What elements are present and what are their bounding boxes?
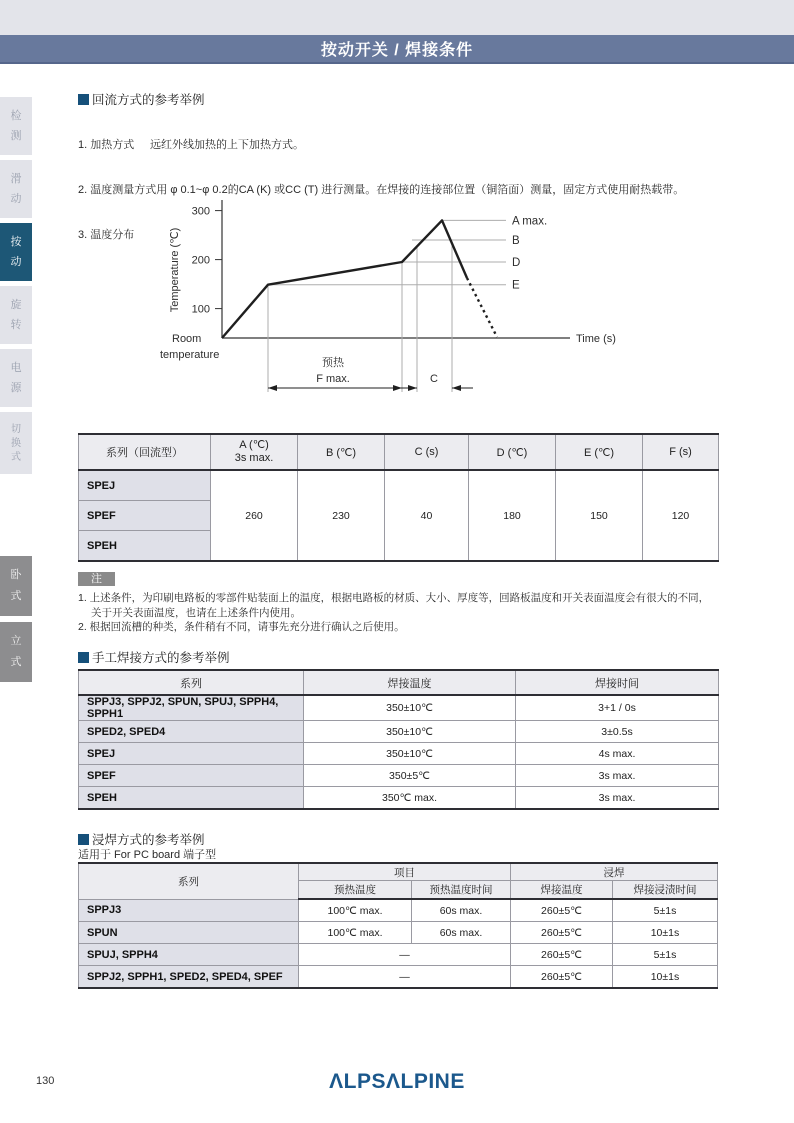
tab-char: 卧 bbox=[10, 569, 22, 581]
tab-char: 切 bbox=[11, 423, 21, 435]
series-cell: SPED2, SPED4 bbox=[79, 721, 304, 743]
series-cell: SPUN bbox=[79, 922, 299, 944]
solder-temp-cell: 260±5℃ bbox=[511, 966, 613, 989]
group-header-item: 项目 bbox=[299, 863, 511, 881]
series-cell: SPPJ2, SPPH1, SPED2, SPED4, SPEF bbox=[79, 966, 299, 989]
tab-char: 按 bbox=[10, 235, 22, 248]
col-header-e: E (℃) bbox=[556, 434, 643, 470]
dip-section-subtitle: 适用于 For PC board 端子型 bbox=[78, 849, 217, 861]
sidebar-tab-slide[interactable] bbox=[0, 160, 32, 218]
label-a-max: A max. bbox=[512, 215, 548, 228]
page-title-bar bbox=[0, 35, 794, 64]
y-tick-100: 100 bbox=[191, 303, 210, 316]
page-title: 按动开关 / 焊接条件 bbox=[320, 42, 474, 59]
c-label: C bbox=[430, 373, 438, 385]
series-cell: SPEF bbox=[79, 765, 304, 787]
series-cell: SPEJ bbox=[79, 470, 211, 501]
preheat-label: 预热 bbox=[322, 357, 344, 369]
col-header-d: D (℃) bbox=[469, 434, 556, 470]
tab-char: 检 bbox=[10, 109, 22, 122]
reflow-temperature-chart bbox=[150, 192, 680, 404]
value-d: 180 bbox=[469, 470, 556, 561]
col-header-series: 系列 bbox=[79, 863, 299, 899]
tab-char: 式 bbox=[11, 451, 21, 463]
reflow-section-heading bbox=[78, 90, 205, 108]
x-axis-label: Time (s) bbox=[576, 333, 616, 345]
value-b: 230 bbox=[298, 470, 385, 561]
tab-char: 动 bbox=[10, 255, 22, 268]
manual-soldering-table bbox=[78, 669, 719, 810]
note-label-text: 温度测量方式用 bbox=[90, 184, 168, 196]
f-max-label: F max. bbox=[316, 373, 350, 385]
time-cell: 3+1 / 0s bbox=[516, 695, 719, 721]
note-text-line: 2. 根据回流槽的种类，条件稍有不同，请事先充分进行确认之后使用。 bbox=[78, 621, 405, 633]
note-text: φ 0.1~φ 0.2的CA (K) 或CC (T) 进行测量。在焊接的连接部位置（铜箔面）测量，固定方式使用耐热载带。 bbox=[170, 184, 685, 196]
temp-cell: 350±10℃ bbox=[304, 743, 516, 765]
table-row bbox=[79, 899, 718, 922]
table-row bbox=[79, 944, 718, 966]
series-cell: SPEH bbox=[79, 787, 304, 810]
tab-char: 换 bbox=[11, 437, 21, 449]
col-header-c: C (s) bbox=[385, 434, 469, 470]
tab-char: 式 bbox=[10, 656, 22, 668]
group-header-dip: 浸焊 bbox=[511, 863, 718, 881]
tab-char: 转 bbox=[10, 318, 22, 331]
col-header-time: 焊接时间 bbox=[516, 670, 719, 695]
temp-cell: 350±10℃ bbox=[304, 695, 516, 721]
preheat-merged-cell: — bbox=[299, 966, 511, 989]
series-cell: SPEJ bbox=[79, 743, 304, 765]
note-block bbox=[78, 569, 718, 635]
table-row bbox=[79, 765, 719, 787]
manual-heading-text: 手工焊接方式的参考举例 bbox=[92, 651, 230, 665]
note-text-line: 关于开关表面温度，也请在上述条件内使用。 bbox=[91, 606, 301, 619]
note-badge: 注 bbox=[78, 572, 115, 586]
preheat-merged-cell: — bbox=[299, 944, 511, 966]
solder-temp-cell: 260±5℃ bbox=[511, 899, 613, 922]
tab-char: 滑 bbox=[10, 172, 22, 185]
reflow-heading-text: 回流方式的参考举例 bbox=[92, 93, 205, 107]
value-e: 150 bbox=[556, 470, 643, 561]
sidebar-tab-toggle[interactable] bbox=[0, 412, 32, 474]
cooling-dotted-line bbox=[467, 278, 497, 337]
series-cell: SPPJ3 bbox=[79, 899, 299, 922]
label-d: D bbox=[512, 257, 521, 269]
sub-header-solder-temp: 焊接温度 bbox=[511, 881, 613, 900]
table-row bbox=[79, 721, 719, 743]
col-header-series: 系列（回流型） bbox=[79, 434, 211, 470]
col-header-temp: 焊接温度 bbox=[304, 670, 516, 695]
time-cell: 3s max. bbox=[516, 765, 719, 787]
section-square-icon bbox=[78, 94, 89, 105]
note-line bbox=[78, 138, 684, 153]
table-row bbox=[79, 695, 719, 721]
note-num: 3. bbox=[78, 229, 88, 241]
reflow-condition-table bbox=[78, 433, 719, 562]
tab-char: 立 bbox=[10, 635, 22, 647]
sidebar-tab-push[interactable] bbox=[0, 223, 32, 281]
preheat-temp-cell: 100℃ max. bbox=[299, 922, 412, 944]
solder-temp-cell: 260±5℃ bbox=[511, 922, 613, 944]
y-tick-200: 200 bbox=[191, 254, 210, 267]
preheat-time-cell: 60s max. bbox=[412, 899, 511, 922]
table-row bbox=[79, 787, 719, 810]
y-tick-300: 300 bbox=[191, 205, 210, 218]
table-row bbox=[79, 966, 718, 989]
top-strip bbox=[0, 0, 794, 35]
sidebar-tab-power[interactable] bbox=[0, 349, 32, 407]
section-square-icon bbox=[78, 834, 89, 845]
section-square-icon bbox=[78, 652, 89, 663]
time-cell: 4s max. bbox=[516, 743, 719, 765]
temp-cell: 350℃ max. bbox=[304, 787, 516, 810]
alps-alpine-logo: ΛLPSΛLPINE bbox=[329, 1070, 465, 1093]
preheat-temp-cell: 100℃ max. bbox=[299, 899, 412, 922]
room-temp-label-2: temperature bbox=[160, 349, 220, 361]
series-cell: SPEH bbox=[79, 531, 211, 562]
dip-heading-text: 浸焊方式的参考举例 bbox=[92, 833, 205, 847]
sidebar-tab-horizontal[interactable] bbox=[0, 556, 32, 616]
temp-cell: 350±10℃ bbox=[304, 721, 516, 743]
page-number: 130 bbox=[36, 1075, 55, 1087]
dip-time-cell: 10±1s bbox=[613, 922, 718, 944]
table-row bbox=[79, 470, 719, 501]
col-header-series: 系列 bbox=[79, 670, 304, 695]
note-label-text: 加热方式 bbox=[90, 139, 135, 151]
preheat-time-cell: 60s max. bbox=[412, 922, 511, 944]
dip-time-cell: 10±1s bbox=[613, 966, 718, 989]
tab-char: 动 bbox=[10, 192, 22, 205]
sub-header-preheat-temp: 预热温度 bbox=[299, 881, 412, 900]
tab-char: 旋 bbox=[10, 298, 22, 311]
col-header-b: B (℃) bbox=[298, 434, 385, 470]
note-text: 远红外线加热的上下加热方式。 bbox=[150, 139, 304, 151]
sidebar-tab-vertical[interactable] bbox=[0, 622, 32, 682]
sub-header-preheat-time: 预热温度时间 bbox=[412, 881, 511, 900]
note-text-line: 1. 上述条件，为印刷电路板的零部件贴装面上的温度，根据电路板的材质、大小、厚度等，回路板温度和开关表面温度会有很大的不同， bbox=[78, 592, 710, 604]
room-temp-label-1: Room bbox=[172, 333, 202, 345]
tab-char: 源 bbox=[10, 381, 22, 394]
tab-char: 式 bbox=[10, 590, 22, 602]
dip-time-cell: 5±1s bbox=[613, 899, 718, 922]
label-b: B bbox=[512, 235, 520, 247]
temp-cell: 350±5℃ bbox=[304, 765, 516, 787]
time-cell: 3±0.5s bbox=[516, 721, 719, 743]
note-label-text: 温度分布 bbox=[90, 229, 135, 241]
col-header-f: F (s) bbox=[643, 434, 719, 470]
value-c: 40 bbox=[385, 470, 469, 561]
y-axis-label: Temperature (℃) bbox=[169, 227, 181, 313]
col-header-a: A (℃) 3s max. bbox=[211, 434, 298, 470]
series-cell: SPPJ3, SPPJ2, SPUN, SPUJ, SPPH4, SPPH1 bbox=[79, 695, 304, 721]
label-e: E bbox=[512, 279, 520, 292]
tab-char: 测 bbox=[10, 129, 22, 142]
value-f: 120 bbox=[643, 470, 719, 561]
note-label bbox=[78, 138, 150, 153]
sidebar-tab-inspection[interactable] bbox=[0, 97, 32, 155]
note-num: 2. bbox=[78, 184, 88, 196]
manual-section-heading bbox=[78, 648, 230, 666]
table-row bbox=[79, 922, 718, 944]
dip-time-cell: 5±1s bbox=[613, 944, 718, 966]
time-cell: 3s max. bbox=[516, 787, 719, 810]
temperature-profile-line bbox=[222, 220, 467, 338]
series-cell: SPUJ, SPPH4 bbox=[79, 944, 299, 966]
note-num: 1. bbox=[78, 139, 88, 151]
dip-soldering-table bbox=[78, 862, 718, 989]
value-a: 260 bbox=[211, 470, 298, 561]
sub-header-dip-time: 焊接浸渍时间 bbox=[613, 881, 718, 900]
sidebar-tab-rotary[interactable] bbox=[0, 286, 32, 344]
table-row bbox=[79, 743, 719, 765]
tab-char: 电 bbox=[10, 361, 22, 374]
solder-temp-cell: 260±5℃ bbox=[511, 944, 613, 966]
series-cell: SPEF bbox=[79, 501, 211, 531]
